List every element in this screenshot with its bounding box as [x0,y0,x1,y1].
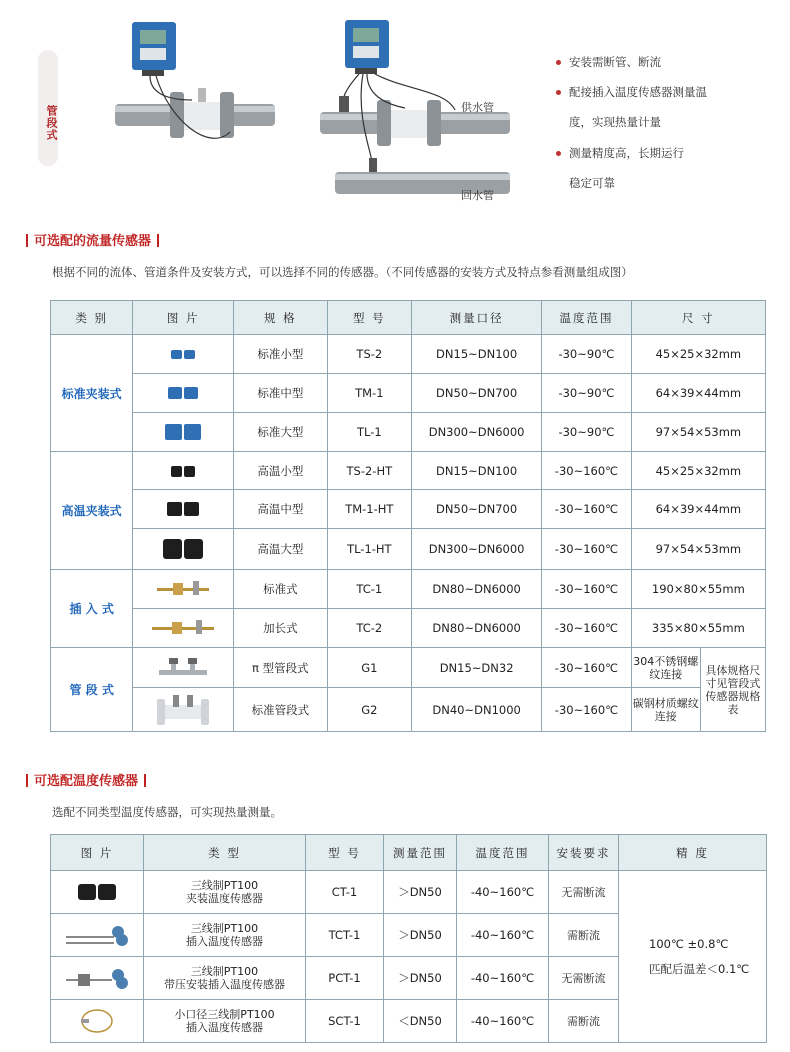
diameter-cell: DN40~DN1000 [412,688,542,732]
install-cell: 无需断流 [549,871,619,914]
size-cell: 64×39×44mm [631,374,765,413]
model-cell: G2 [327,688,411,732]
type-cell: 三线制PT100 夹装温度传感器 [144,871,306,914]
table-row [51,871,767,914]
flanged-pipe-sensor-icon [153,693,213,727]
pressure-temp-sensor-icon [64,965,130,991]
sensor-photo [51,957,144,1000]
insertion-sensor-icon [155,579,211,599]
spec-cell: 标准中型 [234,374,328,413]
model-cell: SCT-1 [306,1000,384,1043]
range-cell: ＞DN50 [384,957,457,1000]
col-header: 图 片 [51,835,144,871]
model-cell: TS-2-HT [327,452,411,490]
temp-cell: -40~160℃ [457,914,549,957]
size-cell: 97×54×53mm [631,529,765,570]
black-sensor-icon [162,536,204,562]
feature-item-cont: 稳定可靠 [569,176,615,190]
temp-cell: -30~160℃ [542,490,632,529]
material-cell: 碳钢材质螺纹连接 [631,688,700,732]
section-side-tag: 管段式 [38,50,58,166]
diameter-cell: DN50~DN700 [412,374,542,413]
spec-cell: 标准大型 [234,413,328,452]
sensor-photo [133,374,234,413]
temp-cell: -30~90℃ [542,374,632,413]
size-cell: 335×80×55mm [631,609,765,648]
col-header: 型 号 [327,301,411,335]
size-cell: 190×80×55mm [631,570,765,609]
temp-cell: -30~160℃ [542,688,632,732]
black-sensor-icon [170,463,196,479]
model-cell: TL-1 [327,413,411,452]
sensor-photo [133,335,234,374]
type-cell: 三线制PT100 插入温度传感器 [144,914,306,957]
col-header: 图 片 [133,301,234,335]
category-cell: 标准夹装式 [51,335,133,452]
feature-item: 测量精度高，长期运行 [556,145,684,161]
diameter-cell: DN300~DN6000 [412,413,542,452]
category-cell: 管 段 式 [51,648,133,732]
sensor-photo [133,688,234,732]
flow-section-intro: 根据不同的流体、管道条件及安装方式，可以选择不同的传感器。（不同传感器的安装方式及特点参看测量组成图） [52,265,633,279]
col-header: 类 型 [144,835,306,871]
spec-cell: 高温小型 [234,452,328,490]
temp-cell: -30~160℃ [542,570,632,609]
temp-cell: -30~90℃ [542,335,632,374]
diameter-cell: DN15~DN100 [412,335,542,374]
sensor-photo [133,609,234,648]
temp-sensor-table [50,834,767,1043]
temp-section-title: 可选配温度传感器 [20,770,152,789]
range-cell: ＞DN50 [384,914,457,957]
spec-cell: 标准管段式 [234,688,328,732]
pipe-note-cell: 具体规格尺寸见管段式传感器规格表 [700,648,765,732]
install-cell: 需断流 [549,1000,619,1043]
flow-section-title: 可选配的流量传感器 [20,230,165,249]
spec-cell: 高温中型 [234,490,328,529]
diameter-cell: DN80~DN6000 [412,609,542,648]
table-row [51,688,766,732]
table-row [51,452,766,490]
size-cell: 97×54×53mm [631,413,765,452]
sensor-photo [133,413,234,452]
blue-sensor-icon [170,347,196,361]
col-header: 精 度 [619,835,767,871]
spec-cell: 高温大型 [234,529,328,570]
blue-sensor-icon [164,421,202,443]
col-header: 尺 寸 [631,301,765,335]
table-row [51,529,766,570]
size-cell: 45×25×32mm [631,335,765,374]
size-cell: 64×39×44mm [631,490,765,529]
table-row [51,648,766,688]
model-cell: G1 [327,648,411,688]
table-row [51,570,766,609]
small-bore-temp-sensor-icon [77,1006,117,1036]
diameter-cell: DN15~DN32 [412,648,542,688]
type-cell: 小口径三线制PT100 插入温度传感器 [144,1000,306,1043]
col-header: 测量范围 [384,835,457,871]
spec-cell: 标准式 [234,570,328,609]
temp-cell: -40~160℃ [457,957,549,1000]
category-cell: 插 入 式 [51,570,133,648]
accuracy-cell: 100℃ ±0.8℃ 匹配后温差＜0.1℃ [619,871,767,1043]
model-cell: TC-1 [327,570,411,609]
col-header: 温度范围 [457,835,549,871]
table-row [51,609,766,648]
model-cell: TM-1 [327,374,411,413]
table-row [51,335,766,374]
col-header: 测量口径 [412,301,542,335]
temp-section-intro: 选配不同类型温度传感器，可实现热量测量。 [52,805,282,819]
spec-cell: π 型管段式 [234,648,328,688]
category-cell: 高温夹装式 [51,452,133,570]
range-cell: ＞DN50 [384,871,457,914]
sensor-photo [133,490,234,529]
temp-cell: -30~160℃ [542,452,632,490]
diameter-cell: DN50~DN700 [412,490,542,529]
model-cell: TM-1-HT [327,490,411,529]
type-cell: 三线制PT100 带压安装插入温度传感器 [144,957,306,1000]
feature-item-cont: 度，实现热量计量 [569,115,661,129]
model-cell: CT-1 [306,871,384,914]
black-clamp-sensor-icon [77,881,117,903]
temp-cell: -40~160℃ [457,871,549,914]
insertion-sensor-icon [150,618,216,638]
sensor-photo [51,1000,144,1043]
sensor-photo [133,452,234,490]
col-header: 安装要求 [549,835,619,871]
model-cell: TCT-1 [306,914,384,957]
col-header: 规 格 [234,301,328,335]
blue-sensor-icon [167,384,199,402]
model-cell: TS-2 [327,335,411,374]
feature-item: 配接插入温度传感器测量温 [556,84,707,100]
model-cell: PCT-1 [306,957,384,1000]
col-header: 型 号 [306,835,384,871]
model-cell: TC-2 [327,609,411,648]
diameter-cell: DN300~DN6000 [412,529,542,570]
supply-pipe-label: 供水管 [461,101,494,114]
material-cell: 304不锈钢螺纹连接 [631,648,700,688]
temp-cell: -40~160℃ [457,1000,549,1043]
black-sensor-icon [166,499,200,519]
col-header: 类 别 [51,301,133,335]
temp-cell: -30~160℃ [542,609,632,648]
table-row [51,490,766,529]
pi-pipe-sensor-icon [157,656,209,680]
temp-cell: -30~160℃ [542,529,632,570]
install-cell: 无需断流 [549,957,619,1000]
diameter-cell: DN15~DN100 [412,452,542,490]
temp-cell: -30~160℃ [542,648,632,688]
spec-cell: 加长式 [234,609,328,648]
flow-sensor-table [50,300,766,732]
sensor-photo [51,914,144,957]
size-cell: 45×25×32mm [631,452,765,490]
col-header: 温度范围 [542,301,632,335]
sensor-photo [133,529,234,570]
feature-item: 安装需断管、断流 [556,54,661,70]
table-row [51,413,766,452]
insertion-temp-sensor-icon [64,922,130,948]
temp-cell: -30~90℃ [542,413,632,452]
spec-cell: 标准小型 [234,335,328,374]
model-cell: TL-1-HT [327,529,411,570]
table-row [51,374,766,413]
install-cell: 需断流 [549,914,619,957]
return-pipe-label: 回水管 [461,189,494,202]
sensor-photo [51,871,144,914]
range-cell: ＜DN50 [384,1000,457,1043]
sensor-photo [133,570,234,609]
diameter-cell: DN80~DN6000 [412,570,542,609]
pipe-section-illustration-1 [110,22,280,162]
sensor-photo [133,648,234,688]
